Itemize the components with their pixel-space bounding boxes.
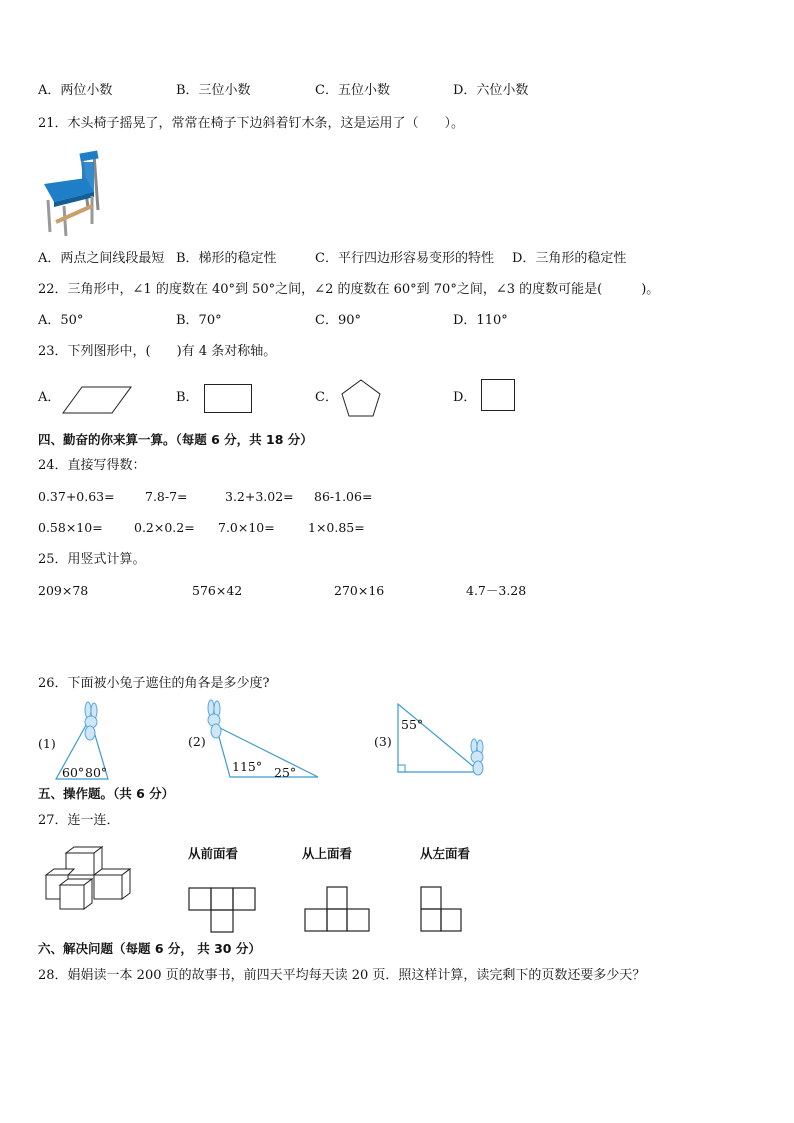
q23-option-d[interactable]: D． xyxy=(453,390,477,405)
q24-item: 0.58×10= xyxy=(38,520,103,535)
q22-option-b[interactable]: B．70° xyxy=(176,313,222,328)
chair-image xyxy=(42,150,102,240)
q21-option-c[interactable]: C．平行四边形容易变形的特性 xyxy=(315,251,494,266)
pentagon-shape xyxy=(341,378,383,418)
angle-label: 60° xyxy=(62,765,85,780)
q23-option-c[interactable]: C． xyxy=(315,390,338,405)
view-title-left: 从左面看 xyxy=(420,846,471,861)
q23-option-b[interactable]: B． xyxy=(176,390,199,405)
front-view-shape xyxy=(188,887,260,935)
q25-item: 4.7－3.28 xyxy=(466,583,527,598)
q25-stem: 25．用竖式计算。 xyxy=(38,552,146,567)
section-6-heading: 六、解决问题（每题 6 分， 共 30 分） xyxy=(38,941,261,956)
view-title-top: 从上面看 xyxy=(302,846,353,861)
q24-item: 7.0×10= xyxy=(218,520,275,535)
q26-label-2: (2) xyxy=(188,734,206,749)
q20-option-b[interactable]: B．三位小数 xyxy=(176,83,251,98)
q21-option-a[interactable]: A．两点之间线段最短 xyxy=(38,251,165,266)
triangle-3 xyxy=(396,702,496,782)
q22-stem: 22．三角形中，∠1 的度数在 40°到 50°之间，∠2 的度数在 60°到 70°之间，∠3 的度数可能是( )。 xyxy=(38,282,660,297)
q21-stem: 21．木头椅子摇晃了，常常在椅子下边斜着钉木条，这是运用了（ ）。 xyxy=(38,116,465,131)
q22-option-a[interactable]: A．50° xyxy=(38,313,84,328)
left-view-shape xyxy=(420,886,470,934)
q25-item: 576×42 xyxy=(192,583,243,598)
angle-label: 25° xyxy=(274,765,297,780)
angle-label: 115° xyxy=(232,759,263,774)
q25-item: 209×78 xyxy=(38,583,89,598)
triangle-2 xyxy=(204,700,324,780)
angle-label: 80° xyxy=(85,765,108,780)
rabbit-icon xyxy=(471,739,483,775)
rabbit-icon xyxy=(208,700,221,738)
angle-label: 55° xyxy=(401,717,424,732)
rabbit-icon xyxy=(85,702,97,740)
section-4-heading: 四、勤奋的你来算一算。（每题 6 分，共 18 分） xyxy=(38,432,313,447)
q24-item: 3.2+3.02= xyxy=(225,489,294,504)
q28-stem: 28．娟娟读一本 200 页的故事书，前四天平均每天读 20 页．照这样计算，读完剩下的页数还要多少天？ xyxy=(38,968,646,983)
view-title-front: 从前面看 xyxy=(188,846,239,861)
q24-item: 7.8-7= xyxy=(145,489,188,504)
q22-option-c[interactable]: C．90° xyxy=(315,313,361,328)
q21-option-b[interactable]: B．梯形的稳定性 xyxy=(176,251,277,266)
q24-item: 0.37+0.63= xyxy=(38,489,115,504)
rectangle-shape xyxy=(204,384,254,414)
section-5-heading: 五、操作题。（共 6 分） xyxy=(38,786,175,801)
q23-option-a[interactable]: A． xyxy=(38,390,61,405)
q25-item: 270×16 xyxy=(334,583,385,598)
q20-option-c[interactable]: C．五位小数 xyxy=(315,83,390,98)
q24-item: 1×0.85= xyxy=(308,520,365,535)
cube-stack-image xyxy=(44,845,136,915)
q24-item: 86-1.06= xyxy=(314,489,373,504)
q26-label-3: (3) xyxy=(374,734,392,749)
square-shape xyxy=(481,379,517,413)
q27-stem: 27．连一连． xyxy=(38,813,120,828)
parallelogram-shape xyxy=(62,386,132,414)
top-view-shape xyxy=(304,886,376,934)
q22-option-d[interactable]: D．110° xyxy=(453,313,508,328)
q24-stem: 24．直接写得数： xyxy=(38,458,146,473)
q23-stem: 23．下列图形中，( )有 4 条对称轴。 xyxy=(38,344,277,359)
q20-option-a[interactable]: A．两位小数 xyxy=(38,83,113,98)
q24-item: 0.2×0.2= xyxy=(134,520,195,535)
q26-stem: 26．下面被小兔子遮住的角各是多少度? xyxy=(38,676,270,691)
q21-option-d[interactable]: D．三角形的稳定性 xyxy=(512,251,627,266)
q26-label-1: (1) xyxy=(38,736,56,751)
q20-option-d[interactable]: D．六位小数 xyxy=(453,83,529,98)
